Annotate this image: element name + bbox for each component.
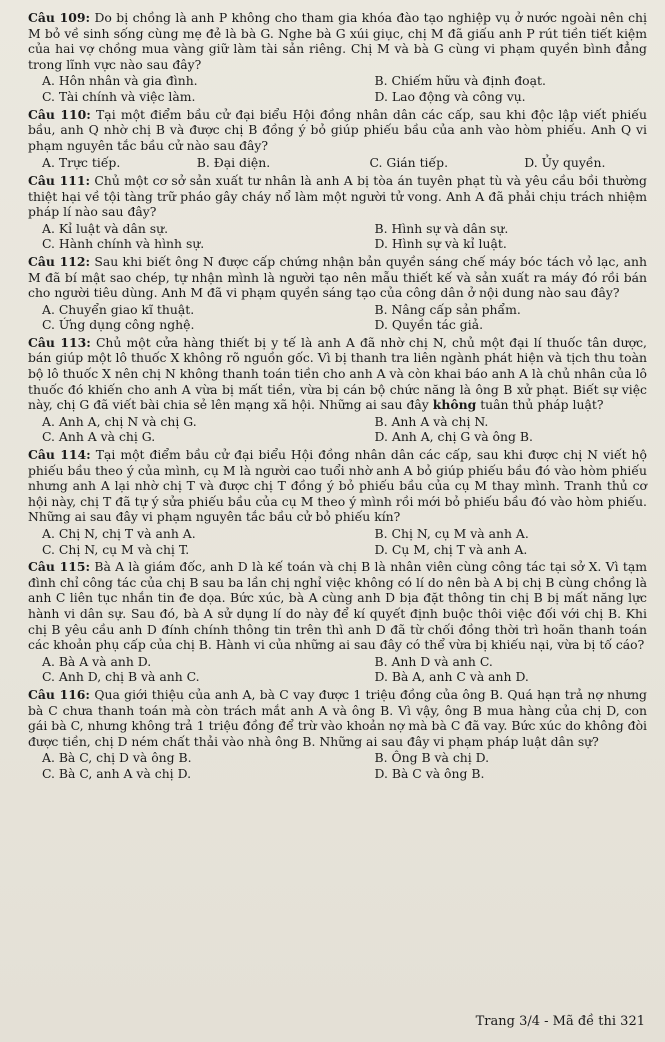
question-text: Tại một điểm bầu cử đại biểu Hội đồng nhân dân các cấp, sau khi được chị N viết hộ phiếu bầu theo ý của mình, cụ M là người cao tuổi nhờ anh A bỏ giúp phiếu bầu đó vào hòm phiếu nhưng anh A lại nhờ chị T và được chị T đồng ý bỏ phiếu bầu của cụ M thay mình. Tranh thủ cơ hội này, chị T đã tự ý sửa phiếu bầu của cụ M theo ý mình rồi mới bỏ phiếu bầu đó vào hòm phiếu. Những ai sau đây vi phạm nguyên tắc bầu cử bỏ phiếu kín? <box>28 447 647 525</box>
option-b: B. Anh A và chị N. <box>374 413 489 429</box>
question-text: Qua giới thiệu của anh A, bà C vay được 1 triệu đồng của ông B. Quá hạn trả nợ nhưng bà C chưa thanh toán mà còn trách mắt anh A và ông B. Vì vậy, ông B mua hàng của chị D, con gái bà C, nhưng không trả 1 triệu đồng để trừ vào khoản nợ mà bà C đã vay. Bức xúc do không đòi được tiền, chị D ném chất thải vào nhà ông B. Những ai sau đây vi phạm pháp luật dân sự? <box>28 686 647 749</box>
question-text: Sau khi biết ông N được cấp chứng nhận bản quyền sáng chế máy bóc tách vỏ lạc, anh M đã bí mật sao chép, tự nhận mình là người tạo nên mẫu thiết kế và sản xuất ra máy đó rồi bán cho người tiêu dùng. Anh M đã vi phạm quyền sáng tạo của công dân ở nội dung nào sau đây? <box>28 253 647 301</box>
question-number: Câu 110: <box>28 106 91 122</box>
options-113 <box>28 414 647 445</box>
option-c: C. Tài chính và việc làm. <box>42 88 196 104</box>
question-number: Câu 109: <box>28 10 91 25</box>
option-a: A. Bà C, chị D và ông B. <box>42 750 192 766</box>
question-113 <box>28 335 647 413</box>
option-c: C. Anh D, chị B và anh C. <box>42 669 200 685</box>
options-114 <box>28 526 647 557</box>
option-b: B. Nâng cấp sản phẩm. <box>374 301 521 317</box>
option-c: C. Hành chính và hình sự. <box>42 236 205 252</box>
options-112 <box>28 302 647 333</box>
option-d: D. Ủy quyền. <box>524 155 606 171</box>
question-number: Câu 114: <box>28 447 91 463</box>
option-d: D. Bà A, anh C và anh D. <box>374 669 529 685</box>
question-text: Bà A là giám đốc, anh D là kế toán và chị B là nhân viên cùng công tác tại sở X. Vì tạm đình chỉ công tác của chị B sau ba lần chị nghỉ việc không có lí do nên bà A bị chị B cùng chồng là anh C liên tục nhắn tin đe dọa. Bức xúc, bà A cùng anh D bịa đặt thông tin chị B bị mất năng lực hành vi dân sự. Sau đó, bà A sử dụng lí do này để kí quyết định buộc thôi việc đối với chị B. Khi chị B yêu cầu anh D đính chính thông tin trên thì anh D đã từ chối đồng thời trì hoãn thanh toán các khoản phụ cấp của chị B. Hành vi của những ai sau đây có thể vừa bị khiếu nại, vừa bị tố cáo? <box>28 559 647 653</box>
option-d: D. Lao động và công vụ. <box>374 88 526 104</box>
options-111 <box>28 221 647 252</box>
option-d: D. Bà C và ông B. <box>374 765 485 781</box>
option-c: C. Bà C, anh A và chị D. <box>42 765 192 781</box>
option-a: A. Hôn nhân và gia đình. <box>42 73 198 89</box>
option-c: C. Anh A và chị G. <box>42 429 156 445</box>
question-111 <box>28 173 647 220</box>
option-a: A. Chị N, chị T và anh A. <box>42 526 196 541</box>
question-110 <box>28 107 647 154</box>
question-number: Câu 116: <box>28 686 91 702</box>
option-d: D. Hình sự và kỉ luật. <box>374 236 507 252</box>
option-a: A. Kỉ luật và dân sự. <box>42 220 169 236</box>
options-109 <box>28 73 647 104</box>
question-116 <box>28 687 647 749</box>
option-c: C. Ứng dụng công nghệ. <box>42 317 195 333</box>
options-115 <box>28 654 647 685</box>
option-a: A. Chuyển giao kĩ thuật. <box>42 301 195 317</box>
question-text: Chủ một cửa hàng thiết bị y tế là anh A đã nhờ chị N, chủ một đại lí thuốc tân dược, bán giúp một lô thuốc X không rõ nguồn gốc. Vì bị thanh tra liên ngành phát hiện và tịch thu toàn bộ lô thuốc X nên chị N không thanh toán tiền cho anh A và còn khai báo anh A là chủ nhân của lô thuốc đó khiến cho anh A vừa bị mất tiền, vừa bị cán bộ chức năng là ông B xử phạt. Biết sự việc này, chị G đã viết bài chia sẻ lên mạng xã hội. Những ai sau đây <box>28 334 647 413</box>
option-a: A. Bà A và anh D. <box>42 653 152 669</box>
question-text-end: tuân thủ pháp luật? <box>476 397 604 413</box>
option-a: A. Trực tiếp. <box>42 155 121 171</box>
option-d: D. Quyền tác giả. <box>374 317 484 333</box>
question-text: Tại một điểm bầu cử đại biểu Hội đồng nhân dân các cấp, sau khi độc lập viết phiếu bầu, anh Q nhờ chị B và được chị B đồng ý bỏ giúp phiếu bầu của anh vào hòm phiếu. Anh Q vi phạm nguyên tắc bầu cử nào sau đây? <box>28 106 647 153</box>
page-footer: Trang 3/4 - Mã đề thi 321 <box>475 1014 645 1030</box>
question-112 <box>28 254 647 301</box>
options-116 <box>28 750 647 781</box>
options-110 <box>28 155 647 171</box>
question-number: Câu 113: <box>28 334 91 350</box>
option-b: B. Anh D và anh C. <box>374 653 493 669</box>
question-114 <box>28 447 647 525</box>
question-number: Câu 111: <box>28 172 91 188</box>
option-d: D. Cụ M, chị T và anh A. <box>374 541 528 557</box>
option-c: C. Gián tiếp. <box>369 155 449 171</box>
option-b: B. Đại diện. <box>196 155 271 171</box>
question-115 <box>28 559 647 653</box>
option-b: B. Chị N, cụ M và anh A. <box>374 526 529 541</box>
option-a: A. Anh A, chị N và chị G. <box>42 413 197 429</box>
option-b: B. Chiếm hữu và định đoạt. <box>374 73 546 89</box>
option-b: B. Hình sự và dân sự. <box>374 220 509 236</box>
question-text: Do bị chồng là anh P không cho tham gia khóa đào tạo nghiệp vụ ở nước ngoài nên chị M bỏ về sinh sống cùng mẹ đẻ là bà G. Nghe bà G xúi giục, chị M đã giấu anh P rút tiền tiết kiệm của hai vợ chồng mua vàng giữ làm tài sản riêng. Chị M và bà G cùng vi phạm quyền bình đẳng trong lĩnh vực nào sau đây? <box>28 10 647 72</box>
question-109 <box>28 10 647 72</box>
question-text: Chủ một cơ sở sản xuất tư nhân là anh A bị tòa án tuyên phạt tù và yêu cầu bồi thường thiệt hại về tội tàng trữ pháo gây cháy nổ làm một người tử vong. Anh A đã phải chịu trách nhiệm pháp lí nào sau đây? <box>28 172 647 220</box>
option-b: B. Ông B và chị D. <box>374 750 490 766</box>
option-d: D. Anh A, chị G và ông B. <box>374 429 533 445</box>
option-c: C. Chị N, cụ M và chị T. <box>42 541 190 557</box>
question-number: Câu 112: <box>28 253 91 269</box>
question-keyword: không <box>432 397 477 413</box>
question-number: Câu 115: <box>28 559 91 575</box>
